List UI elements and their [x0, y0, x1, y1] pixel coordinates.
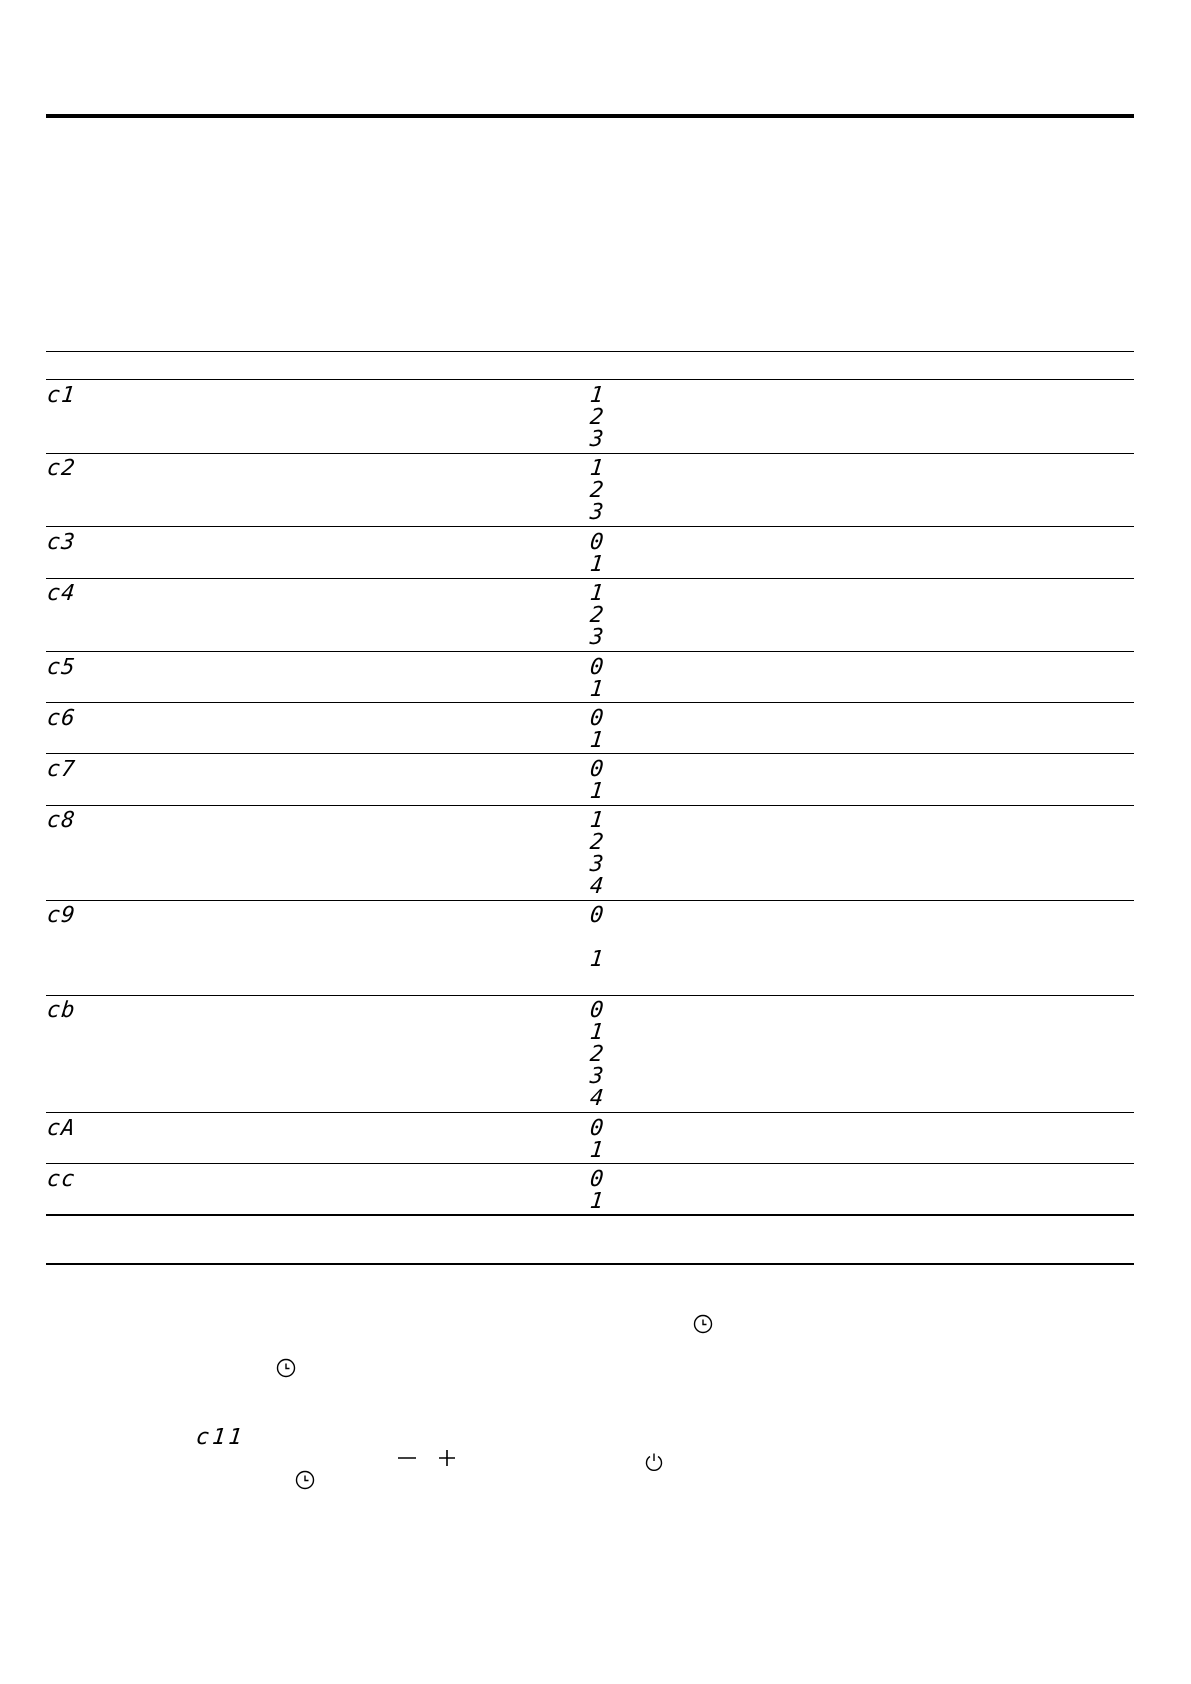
setting-values	[590, 385, 603, 451]
section-rule	[46, 1263, 1134, 1265]
setting-value: 0	[588, 903, 605, 928]
setting-code: cb	[45, 998, 77, 1023]
table-header-rule	[46, 379, 1134, 380]
row-divider	[46, 805, 1134, 806]
setting-value: 3	[588, 1064, 605, 1089]
row-divider	[46, 651, 1134, 652]
row-divider	[46, 753, 1134, 754]
row-divider	[46, 1163, 1134, 1164]
setting-value: 2	[588, 405, 605, 430]
setting-code: c9	[45, 903, 77, 928]
setting-value: 1	[588, 1189, 605, 1214]
clock-icon	[294, 1469, 316, 1491]
clock-icon	[692, 1313, 714, 1335]
setting-value: 1	[588, 808, 605, 833]
setting-values	[590, 810, 603, 898]
setting-value: 1	[588, 728, 605, 753]
setting-value: 1	[588, 677, 605, 702]
setting-value: 3	[588, 625, 605, 650]
setting-value: 0	[588, 757, 605, 782]
setting-value: 1	[588, 1020, 605, 1045]
setting-values	[590, 532, 603, 576]
setting-values	[590, 1169, 603, 1213]
setting-value: 4	[588, 874, 605, 899]
power-icon	[643, 1451, 665, 1473]
setting-value: 2	[588, 603, 605, 628]
row-divider	[46, 702, 1134, 703]
setting-values	[590, 1000, 603, 1110]
setting-values	[590, 759, 603, 803]
setting-value: 1	[588, 456, 605, 481]
setting-value: 3	[588, 427, 605, 452]
setting-value: 2	[588, 478, 605, 503]
setting-code: cA	[45, 1116, 77, 1141]
setting-code: cc	[45, 1167, 77, 1192]
row-divider	[46, 578, 1134, 579]
setting-value: 1	[588, 383, 605, 408]
setting-code: c4	[45, 581, 77, 606]
setting-value: 3	[588, 500, 605, 525]
setting-values	[590, 458, 603, 524]
setting-value: 0	[588, 655, 605, 680]
setting-value: 3	[588, 852, 605, 877]
setting-values	[590, 905, 603, 971]
setting-code: c6	[45, 706, 77, 731]
setting-value: 1	[588, 581, 605, 606]
setting-code: c3	[45, 530, 77, 555]
row-divider	[46, 900, 1134, 901]
setting-value: 2	[588, 1042, 605, 1067]
setting-value: 0	[588, 530, 605, 555]
setting-value: 2	[588, 830, 605, 855]
header-rule	[46, 114, 1134, 118]
row-divider	[46, 995, 1134, 996]
setting-values	[590, 1118, 603, 1162]
setting-value: 1	[588, 779, 605, 804]
plus-icon	[436, 1447, 458, 1469]
setting-code: c2	[45, 456, 77, 481]
setting-code: c7	[45, 757, 77, 782]
setting-code: c1	[45, 383, 77, 408]
setting-value: 1	[588, 947, 605, 972]
setting-value: 0	[588, 998, 605, 1023]
exit-code: c11	[194, 1425, 247, 1450]
setting-value: 4	[588, 1086, 605, 1111]
row-divider	[46, 453, 1134, 454]
setting-values	[590, 708, 603, 752]
setting-value: 0	[588, 1167, 605, 1192]
row-divider	[46, 526, 1134, 527]
setting-values	[590, 583, 603, 649]
table-top-rule	[46, 351, 1134, 352]
clock-icon	[275, 1357, 297, 1379]
setting-value: 0	[588, 706, 605, 731]
row-divider	[46, 1112, 1134, 1113]
setting-value: 1	[588, 1138, 605, 1163]
setting-value: 0	[588, 1116, 605, 1141]
setting-values	[590, 657, 603, 701]
table-bottom-rule	[46, 1214, 1134, 1216]
setting-value: 1	[588, 552, 605, 577]
minus-icon	[395, 1448, 419, 1468]
setting-code: c5	[45, 655, 77, 680]
setting-code: c8	[45, 808, 77, 833]
